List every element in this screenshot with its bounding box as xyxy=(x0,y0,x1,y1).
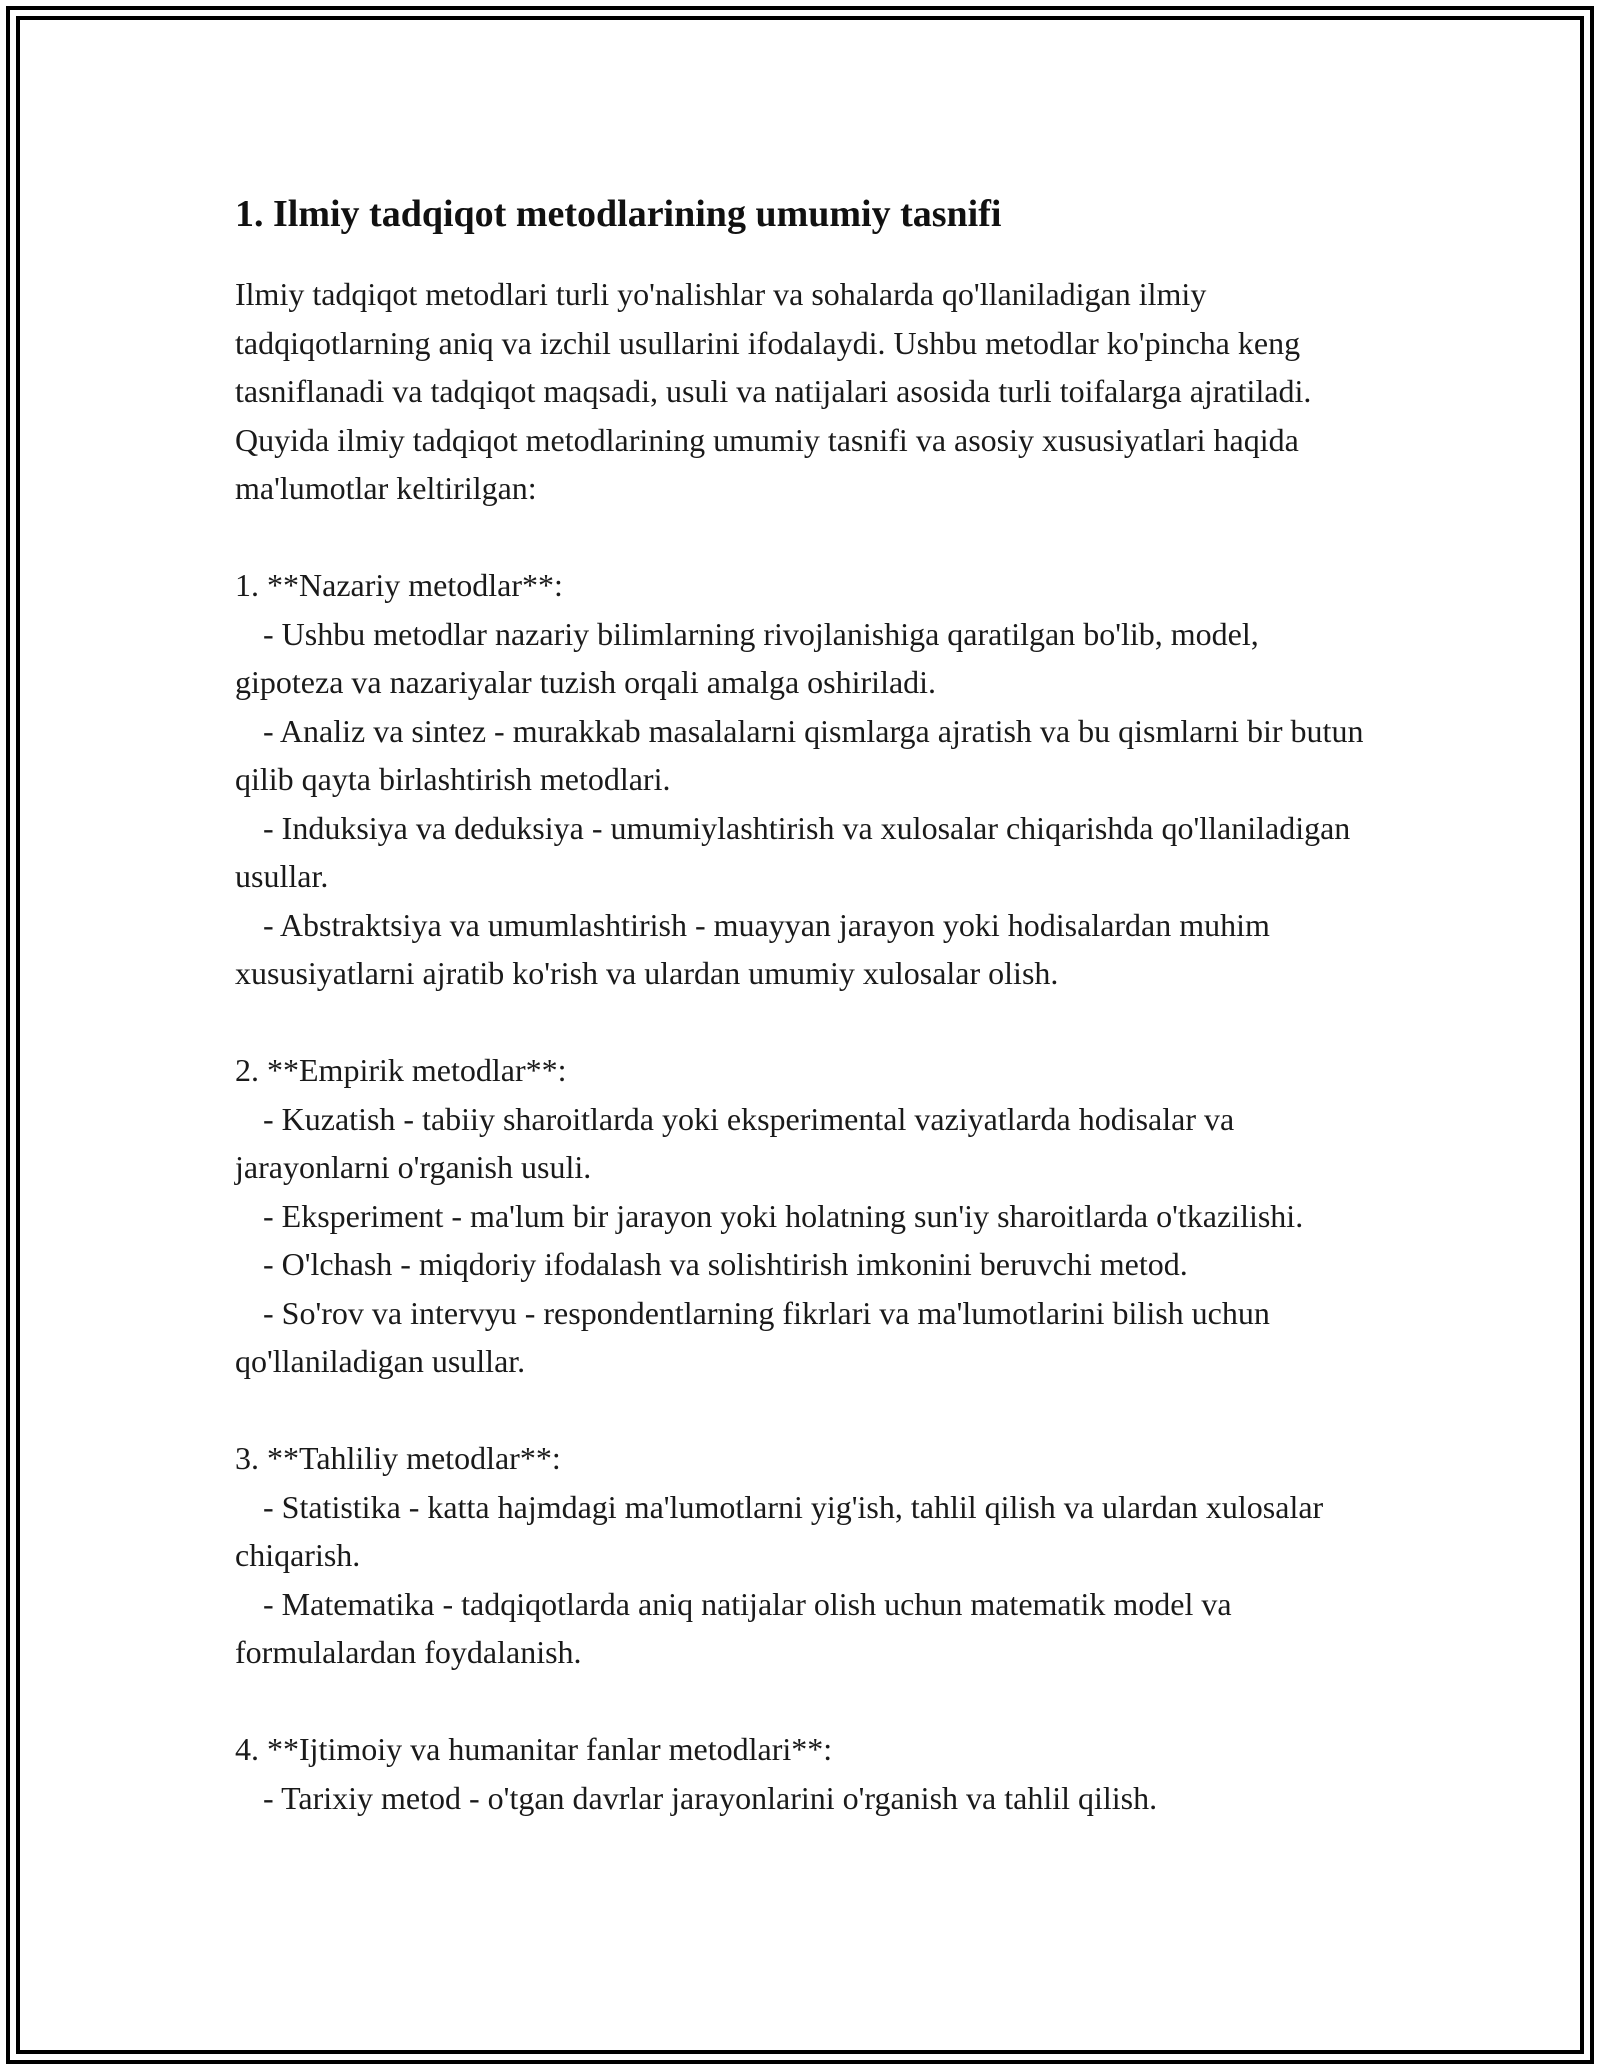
section-heading: 2. **Empirik metodlar**: xyxy=(235,1052,567,1088)
list-item: - So'rov va intervyu - respondentlarning fikrlari va ma'lumotlarini bilish uchun qo'llaniladigan usullar. xyxy=(235,1294,1270,1379)
document-body xyxy=(235,188,1365,1822)
section-theoretical xyxy=(235,561,1365,998)
list-item: - Induksiya va deduksiya - umumiylashtirish va xulosalar chiqarishda qo'llaniladigan usullar. xyxy=(235,809,1351,894)
list-item: - Matematika - tadqiqotlarda aniq natijalar olish uchun matematik model va formulalardan foydalanish. xyxy=(235,1585,1232,1670)
section-heading: 3. **Tahliliy metodlar**: xyxy=(235,1440,561,1476)
list-item: - Ushbu metodlar nazariy bilimlarning rivojlanishiga qaratilgan bo'lib, model, gipoteza va nazariyalar tuzish orqali amalga oshiriladi. xyxy=(235,615,1259,700)
list-item: - Abstraktsiya va umumlashtirish - muayyan jarayon yoki hodisalardan muhim xususiyatlarni ajratib ko'rish va ulardan umumiy xulosalar olish. xyxy=(235,906,1270,991)
list-item: - O'lchash - miqdoriy ifodalash va solishtirish imkonini beruvchi metod. xyxy=(263,1246,1188,1282)
section-heading: 1. **Nazariy metodlar**: xyxy=(235,567,563,603)
intro-paragraph: Ilmiy tadqiqot metodlari turli yo'nalishlar va sohalarda qo'llaniladigan ilmiy tadqiqotlarning aniq va izchil usullarini ifodalaydi. Ushbu metodlar ko'pincha keng tasniflanadi va tadqiqot maqsadi, usuli va natijalari asosida turli toifalarga ajratiladi. Quyida ilmiy tadqiqot metodlarining umumiy tasnifi va asosiy xususiyatlari haqida ma'lumotlar keltirilgan: xyxy=(235,276,1312,506)
list-item: - Tarixiy metod - o'tgan davrlar jarayonlarini o'rganish va tahlil qilish. xyxy=(263,1779,1158,1816)
section-social-humanities xyxy=(235,1725,1365,1822)
document-title: 1. Ilmiy tadqiqot metodlarining umumiy tasnifi xyxy=(235,193,1002,235)
list-item: - Eksperiment - ma'lum bir jarayon yoki holatning sun'iy sharoitlarda o'tkazilishi. xyxy=(263,1197,1304,1234)
section-analytical xyxy=(235,1434,1365,1677)
section-empirical xyxy=(235,1046,1365,1386)
section-heading: 4. **Ijtimoiy va humanitar fanlar metodlari**: xyxy=(235,1731,833,1767)
list-item: - Kuzatish - tabiiy sharoitlarda yoki eksperimental vaziyatlarda hodisalar va jarayonlarni o'rganish usuli. xyxy=(235,1100,1235,1185)
list-item: - Statistika - katta hajmdagi ma'lumotlarni yig'ish, tahlil qilish va ulardan xulosalar chiqarish. xyxy=(235,1488,1324,1573)
list-item: - Analiz va sintez - murakkab masalalarni qismlarga ajratish va bu qismlarni bir butun qilib qayta birlashtirish metodlari. xyxy=(235,712,1364,797)
